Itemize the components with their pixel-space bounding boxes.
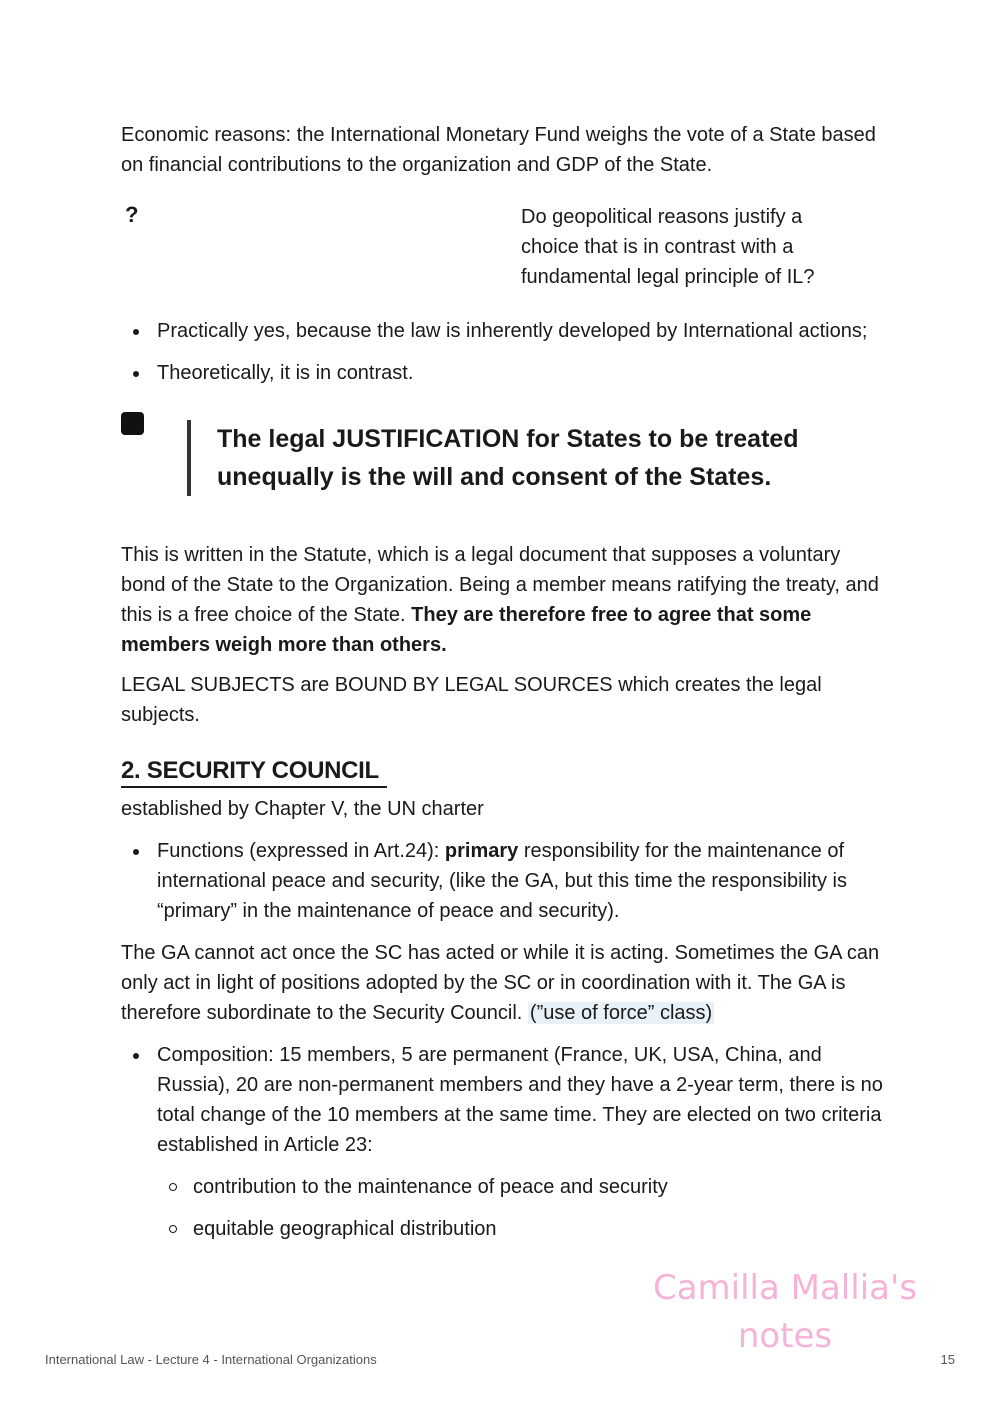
functions-list [121,836,886,926]
highlighted-text: (”use of force” class) [529,1002,713,1024]
statute-text: This is written in the Statute, which is a legal document that supposes a voluntary bond of the State to the Organization. Being a member means ratifying the treaty, and this is a free choice of the State. [121,544,879,626]
answer-list [121,316,886,388]
statute-bold-text: They are therefore free to agree that some members weigh more than others. [121,604,812,656]
square-icon [121,412,144,435]
paragraph-legal-subjects: LEGAL SUBJECTS are BOUND BY LEGAL SOURCES which creates the legal subjects. [121,674,822,726]
question-mark-icon: ? [125,202,139,227]
callout-quote: The legal JUSTIFICATION for States to be treated unequally is the will and consent of the States. [187,420,877,496]
question-block [121,202,886,294]
question-text: Do geopolitical reasons justify a choice that is in contrast with a fundamental legal principle of IL? [521,206,815,288]
functions-prefix: Functions (expressed in Art.24): [157,840,445,862]
paragraph-ga [121,938,886,1028]
paragraph-established: established by Chapter V, the UN charter [121,798,484,820]
callout-block [121,410,886,502]
composition-list [121,1040,886,1244]
list-item-functions [121,836,886,926]
footer-title: International Law - Lecture 4 - International Organizations [45,1352,377,1367]
page-content [121,120,886,1256]
page-number: 15 [940,1352,955,1367]
functions-bold: primary [444,840,519,862]
functions-rest: responsibility for the maintenance of international peace and security, (like the GA, but this time the responsibility is “primary” in the maintenance of peace and security). [157,840,847,922]
paragraph-economic-reasons: Economic reasons: the International Monetary Fund weighs the vote of a State based on financial contributions to the organization and GDP of the State. [121,124,876,176]
watermark: Camilla Mallia's notes [652,1268,918,1356]
criteria-list [157,1172,886,1244]
paragraph-statute [121,540,886,660]
list-item: Theoretically, it is in contrast. [121,358,886,388]
list-item: Practically yes, because the law is inherently developed by International actions; [121,316,886,346]
list-item-composition [121,1040,886,1244]
composition-text: Composition: 15 members, 5 are permanent (France, UK, USA, China, and Russia), 20 are non-permanent members and they have a 2-year term, there is no total change of the 10 members at the same time. They are elected on two criteria established in Article 23: [157,1044,883,1156]
sub-list-item: contribution to the maintenance of peace and security [157,1172,886,1202]
ga-text: The GA cannot act once the SC has acted or while it is acting. Sometimes the GA can only act in light of positions adopted by the SC or in coordination with it. The GA is therefore subordinate to the Security Council. [121,942,880,1024]
section-heading: 2. SECURITY COUNCIL [121,756,387,788]
sub-list-item: equitable geographical distribution [157,1214,886,1244]
